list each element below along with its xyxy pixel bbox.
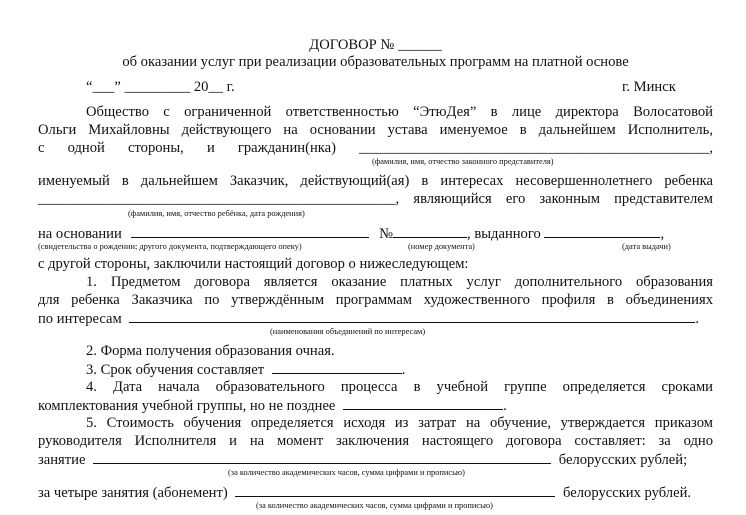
- section-4-line-1: 4. Дата начала образовательного процесса в учебной группе определяется сроками: [86, 379, 713, 395]
- hint-docnum: (номер документа): [408, 242, 475, 251]
- hint-assoc: (наименования объединений по интересам): [270, 327, 426, 336]
- section-1-line-3: по интересам .: [38, 311, 700, 327]
- section-5-line-2: руководителя Исполнителя и на момент заключения настоящего договора составляет: за одно: [38, 433, 713, 449]
- subscription-currency: белорусских рублей.: [563, 485, 692, 501]
- city: г. Минск: [622, 79, 676, 95]
- start-date-label: комплектования учебной группы, но не позднее: [38, 398, 336, 414]
- subscription-blank: [235, 483, 555, 497]
- hint-child: (фамилия, имя, отчество ребёнка, дата рождения): [128, 209, 305, 218]
- term-blank: [272, 360, 402, 374]
- issued-label: , выданного: [467, 226, 541, 242]
- date-line: “___” _________ 20__ г.: [86, 79, 235, 95]
- section-1-line-2: для ребенка Заказчика по утверждённым программам художественного профиля в объединениях: [38, 292, 713, 308]
- intro-line-2: Ольги Михайловны действующего на основании устава именуемое в дальнейшем Исполнитель,: [38, 122, 713, 138]
- section-3: 3. Срок обучения составляет .: [86, 362, 406, 378]
- interests-label: по интересам: [38, 311, 122, 327]
- term-label: 3. Срок обучения составляет: [86, 362, 265, 378]
- basis-label: на основании: [38, 226, 122, 242]
- docnum-blank: [393, 224, 467, 238]
- hint-citizen: (фамилия, имя, отчество законного представителя): [372, 157, 554, 166]
- hint-issued: (дата выдачи): [622, 242, 671, 251]
- interests-blank: [129, 309, 695, 323]
- section-5-line-3: [38, 450, 713, 469]
- other-side-line: с другой стороны, заключили настоящий договор о нижеследующем:: [38, 256, 469, 272]
- section-5-line-1: 5. Стоимость обучения определяется исходя из затрат на обучение, утверждается приказом: [86, 415, 713, 431]
- basis-line: на основании № , выданного ,: [38, 226, 665, 242]
- single-lesson-currency: белорусских рублей;: [558, 452, 688, 468]
- section-5-line-4: [38, 483, 713, 502]
- basis-blank: [131, 224, 369, 238]
- docnum-label: №: [379, 226, 394, 242]
- section-2: 2. Форма получения образования очная.: [86, 343, 335, 359]
- contract-subtitle: об оказании услуг при реализации образовательных программ на платной основе: [122, 54, 629, 70]
- section-1-line-1: 1. Предметом договора является оказание платных услуг дополнительного образования: [86, 274, 713, 290]
- hint-price-1: (за количество академических часов, сумма цифрами и прописью): [228, 468, 465, 477]
- hint-price-4: (за количество академических часов, сумма цифрами и прописью): [256, 501, 493, 510]
- hint-basis: (свидетельства о рождении; другого документа, подтверждающего опеку): [38, 242, 302, 251]
- section-4-line-2: комплектования учебной группы, но не позднее .: [38, 398, 507, 414]
- customer-line-2: _________________________________________________, являющийся его законным представителем: [38, 191, 713, 207]
- contract-title: ДОГОВОР № ______: [309, 37, 442, 53]
- intro-line-3: с одной стороны, и гражданин(нка) ________________________________________________,: [38, 140, 713, 156]
- start-date-blank: [343, 396, 503, 410]
- single-lesson-blank: [93, 450, 551, 464]
- single-lesson-label: занятие: [38, 452, 86, 468]
- customer-line-1: именуемый в дальнейшем Заказчик, действующий(ая) в интересах несовершеннолетнего ребенка: [38, 173, 713, 189]
- subscription-label: за четыре занятия (абонемент): [38, 485, 228, 501]
- intro-line-1: Общество с ограниченной ответственностью “ЭтюДея” в лице директора Волосатовой: [86, 104, 713, 120]
- issued-blank: [544, 224, 660, 238]
